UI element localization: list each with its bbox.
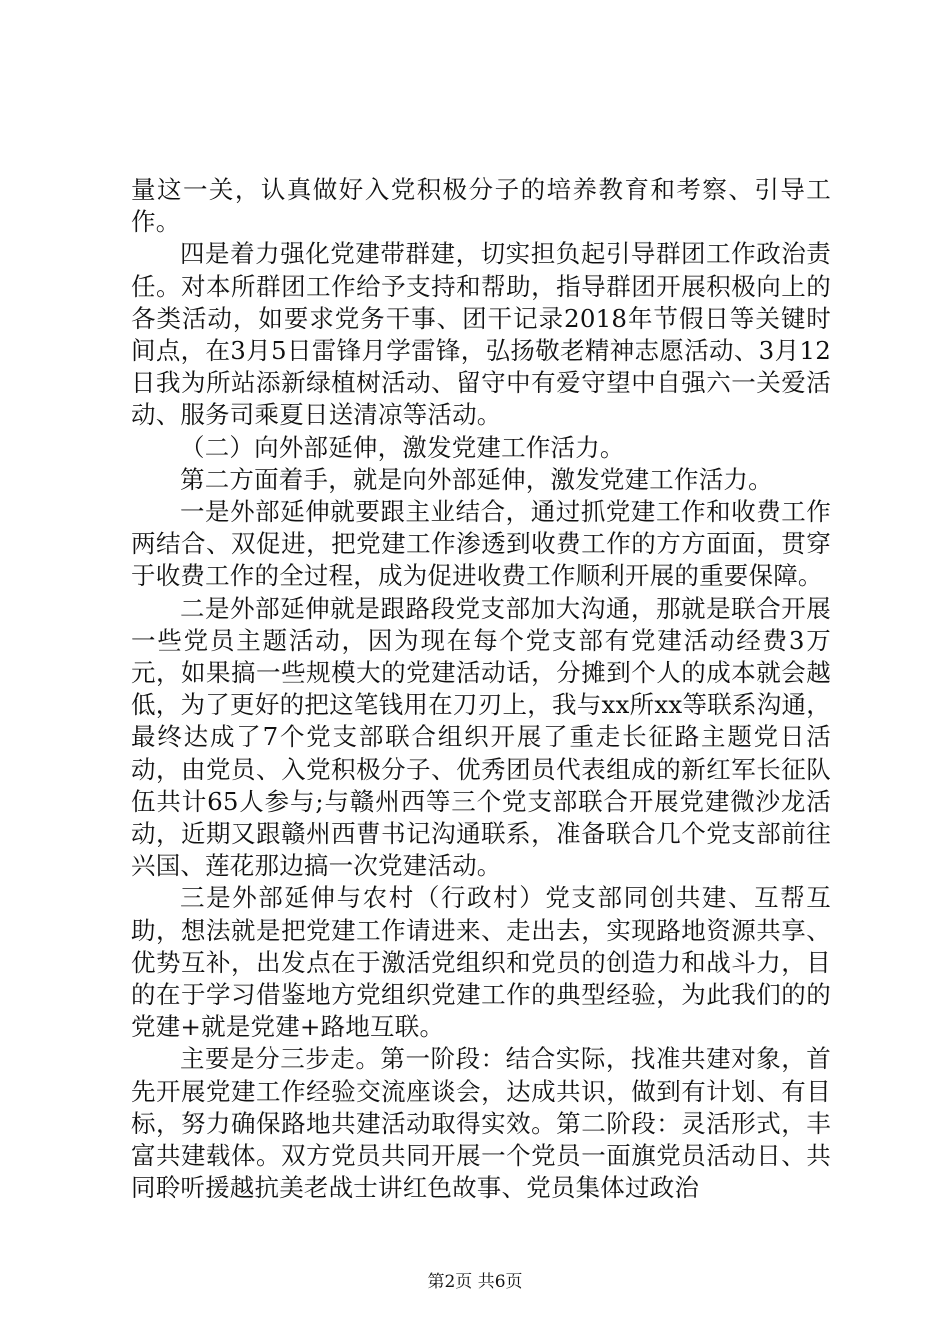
paragraph-item-three: 三是外部延伸与农村（行政村）党支部同创共建、互帮互助，想法就是把党建工作请进来、走出去，实现路地资源共享、优势互补，出发点在于激活党组织和党员的创造力和战斗力，目的在于学习借鉴地方党组织党建工作的典型经验，为此我们的的党建+就是党建+路地互联。 <box>131 883 831 1042</box>
paragraph-item-one: 一是外部延伸就要跟主业结合，通过抓党建工作和收费工作两结合、双促进，把党建工作渗透到收费工作的方方面面，贯穿于收费工作的全过程，成为促进收费工作顺利开展的重要保障。 <box>131 497 831 591</box>
paragraph-continuation: 量这一关，认真做好入党积极分子的培养教育和考察、引导工作。 <box>131 175 831 237</box>
paragraph-item-two: 二是外部延伸就是跟路段党支部加大沟通，那就是联合开展一些党员主题活动，因为现在每个党支部有党建活动经费3万元，如果搞一些规模大的党建活动话，分摊到个人的成本就会越低，为了更好的把这笔钱用在刀刃上，我与xx所xx等联系沟通，最终达成了7个党支部联合组织开展了重走长征路主题党日活动，由党员、入党积极分子、优秀团员代表组成的新红军长征队伍共计65人参与;与赣州西等三个党支部联合开展党建微沙龙活动，近期又跟赣州西曹书记沟通联系，准备联合几个党支部前往兴国、莲花那边搞一次党建活动。 <box>131 593 831 881</box>
paragraph-three-steps: 主要是分三步走。第一阶段：结合实际，找准共建对象，首先开展党建工作经验交流座谈会，达成共识，做到有计划、有目标，努力确保路地共建活动取得实效。第二阶段：灵活形式，丰富共建载体。双方党员共同开展一个党员一面旗党员活动日、共同聆听援越抗美老战士讲红色故事、党员集体过政治 <box>131 1044 831 1203</box>
page-number-footer: 第2页 共6页 <box>427 1272 523 1292</box>
paragraph-second-aspect: 第二方面着手，就是向外部延伸，激发党建工作活力。 <box>180 464 773 494</box>
section-heading-two: （二）向外部延伸，激发党建工作活力。 <box>180 432 625 462</box>
paragraph-item-four: 四是着力强化党建带群建，切实担负起引导群团工作政治责任。对本所群团工作给予支持和帮助，指导群团开展积极向上的各类活动，如要求党务干事、团干记录2018年节假日等关键时间点，在3月5日雷锋月学雷锋，弘扬敬老精神志愿活动、3月12日我为所站添新绿植树活动、留守中有爱守望中自强六一关爱活动、服务司乘夏日送清凉等活动。 <box>131 239 831 430</box>
document-body <box>131 174 831 1205</box>
